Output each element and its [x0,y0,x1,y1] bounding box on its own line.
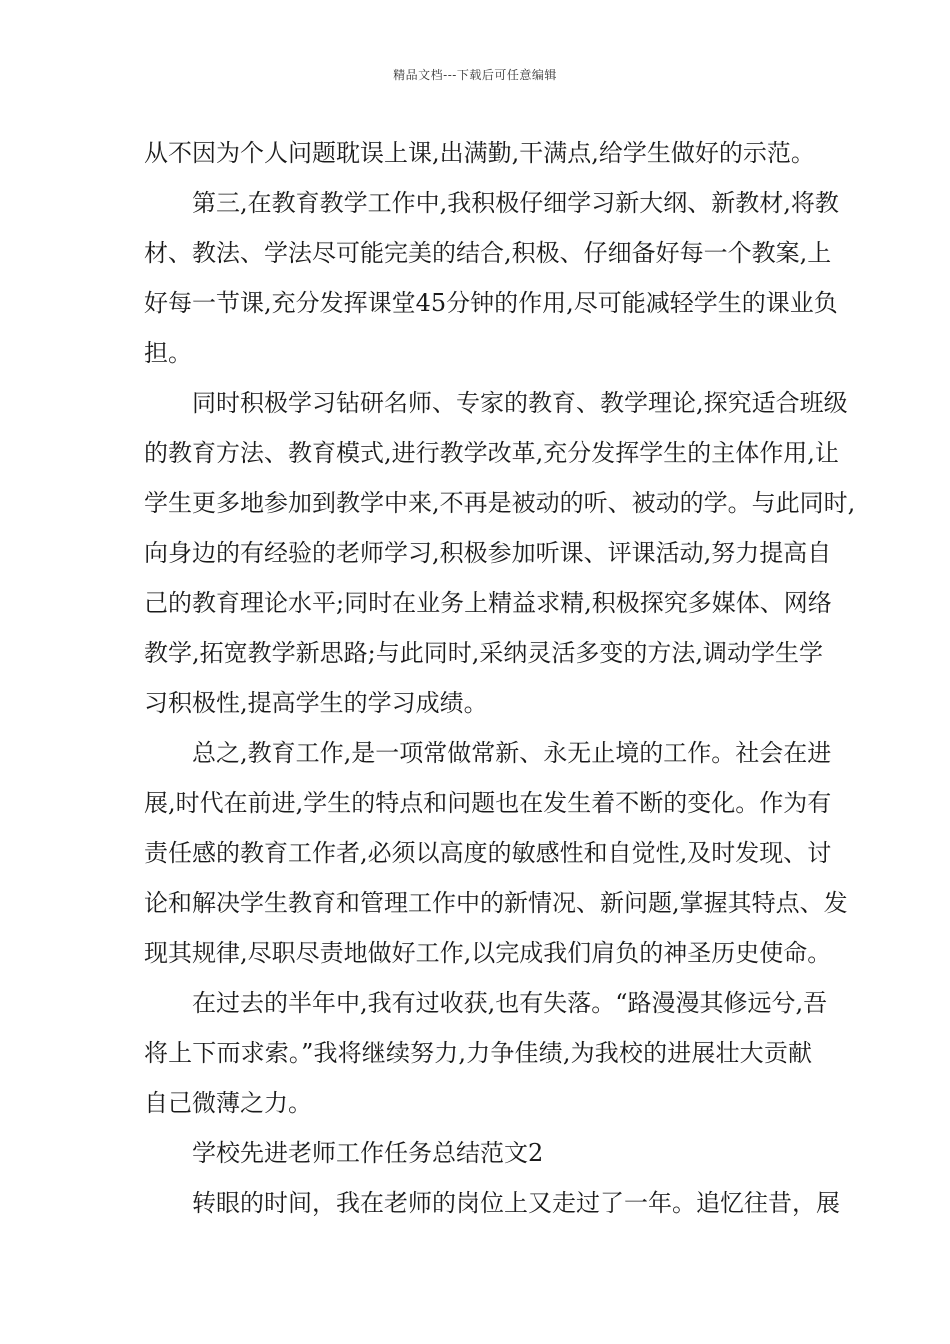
text-line: 自己微薄之力。 [144,1089,312,1117]
text-line: 习积极性,提高学生的学习成绩。 [144,689,488,717]
text-line: 学校先进老师工作任务总结范文2 [192,1139,544,1167]
text-line: 转眼的时间，我在老师的岗位上又走过了一年。追忆往昔，展 [192,1189,840,1217]
text-line: 将上下而求索。”我将继续努力,力争佳绩,为我校的进展壮大贡献 [144,1039,812,1067]
text-line: 从不因为个人问题耽误上课,出满勤,干满点,给学生做好的示范。 [144,139,815,167]
text-line: 材、教法、学法尽可能完美的结合,积极、仔细备好每一个教案,上 [144,239,832,267]
text-line: 论和解决学生教育和管理工作中的新情况、新问题,掌握其特点、发 [144,889,848,917]
paragraph [144,728,848,978]
paragraph [144,178,839,378]
text-line: 好每一节课,充分发挥课堂45分钟的作用,尽可能减轻学生的课业负 [144,289,838,317]
text-line: 第三,在教育教学工作中,我积极仔细学习新大纲、新教材,将教 [192,189,839,217]
text-line: 现其规律,尽职尽责地做好工作,以完成我们肩负的神圣历史使命。 [144,939,832,967]
text-line: 在过去的半年中,我有过收获,也有失落。“路漫漫其修远兮,吾 [192,989,828,1017]
text-line: 总之,教育工作,是一项常做常新、永无止境的工作。社会在进 [192,739,832,767]
paragraph [144,1178,840,1228]
document-body [144,128,856,1228]
text-line: 展,时代在前进,学生的特点和问题也在发生着不断的变化。作为有 [144,789,832,817]
paragraph [144,378,856,728]
section-heading [144,1128,812,1178]
text-line: 学生更多地参加到教学中来,不再是被动的听、被动的学。与此同时, [144,489,856,517]
text-line: 担。 [144,339,192,367]
text-line: 教学,拓宽教学新思路;与此同时,采纳灵活多变的方法,调动学生学 [144,639,823,667]
text-line: 责任感的教育工作者,必须以高度的敏感性和自觉性,及时发现、讨 [144,839,832,867]
text-line: 同时积极学习钻研名师、专家的教育、教学理论,探究适合班级 [192,389,848,417]
text-line: 的教育方法、教育模式,进行教学改革,充分发挥学生的主体作用,让 [144,439,839,467]
text-line: 向身边的有经验的老师学习,积极参加听课、评课活动,努力提高自 [144,539,832,567]
text-line: 己的教育理论水平;同时在业务上精益求精,积极探究多媒体、网络 [144,589,832,617]
paragraph [144,128,815,178]
paragraph [144,978,828,1128]
page-header: 精品文档---下载后可任意编辑 [393,68,557,82]
